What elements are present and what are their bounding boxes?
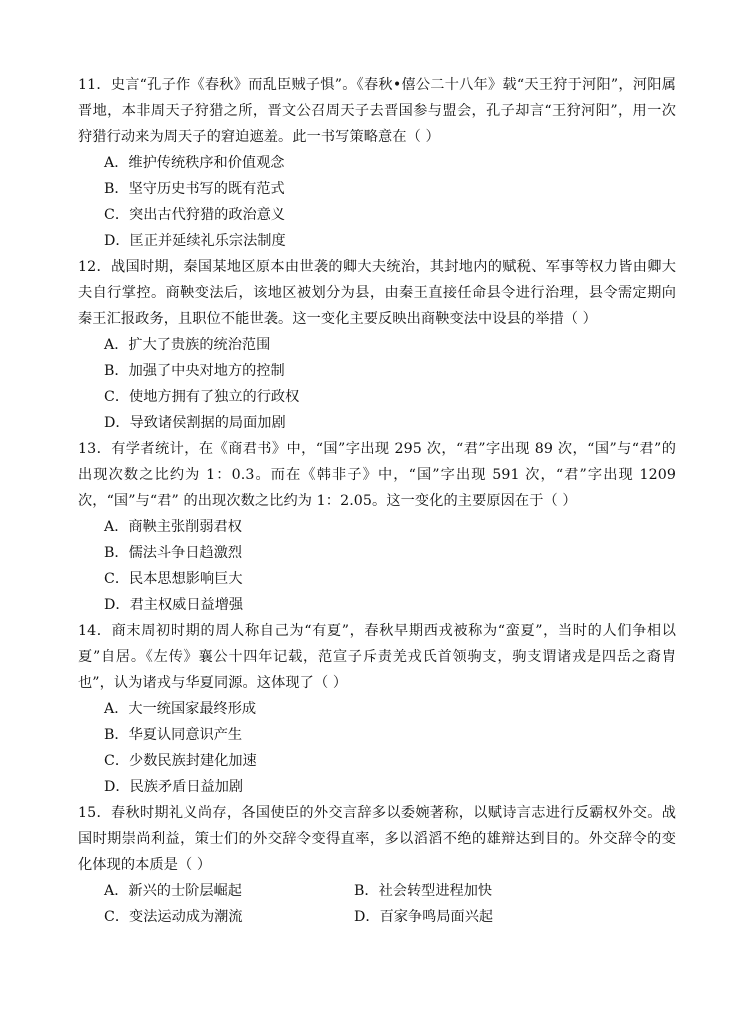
option-d: D．匡正并延续礼乐宗法制度 (104, 233, 286, 249)
question-stem: 12．战国时期，秦国某地区原本由世袭的卿大夫统治，其封地内的赋税、军事等权力皆由卿大夫自行掌控。商鞅变法后，该地区被划分为县，由秦王直接任命县令进行治理，县令需定期向秦王汇报政务，且职位不能世袭。这一变化主要反映出商鞅变法中设县的举措（ ） (78, 259, 676, 327)
option-c: C．变法运动成为潮流 (104, 909, 243, 925)
option-d: D．导致诸侯割据的局面加剧 (104, 415, 286, 431)
option-b: B．社会转型进程加快 (354, 883, 493, 899)
question-stem: 15．春秋时期礼义尚存，各国使臣的外交言辞多以委婉著称，以赋诗言志进行反霸权外交。战国时期崇尚利益，策士们的外交辞令变得直率，多以滔滔不绝的雄辩达到目的。外交辞令的变化体现的本质是（ ） (78, 805, 676, 873)
option-row-1 (78, 878, 676, 904)
option-d: D．君主权威日益增强 (104, 597, 244, 613)
question-15 (78, 800, 676, 930)
option-d: D．民族矛盾日益加剧 (104, 779, 244, 795)
option-c: C．突出古代狩猎的政治意义 (104, 207, 286, 223)
option-a: A．新兴的士阶层崛起 (104, 883, 242, 899)
option-c: C．使地方拥有了独立的行政权 (104, 389, 300, 405)
question-list (78, 72, 676, 930)
option-d: D．百家争鸣局面兴起 (354, 909, 494, 925)
question-12 (78, 254, 676, 436)
option-b: B．加强了中央对地方的控制 (104, 363, 285, 379)
option-row-2 (78, 904, 676, 930)
option-c: C．少数民族封建化加速 (104, 753, 257, 769)
option-a: A．维护传统秩序和价值观念 (104, 155, 285, 171)
question-stem: 14．商末周初时期的周人称自己为“有夏”，春秋早期西戎被称为“蛮夏”，当时的人们争相以夏”自居。《左传》襄公十四年记载，范宣子斥责羌戎氏首领驹支，驹支谓诸戎是四岳之裔胄也”，认为诸戎与华夏同源。这体现了（ ） (78, 623, 676, 691)
option-b: B．坚守历史书写的既有范式 (104, 181, 285, 197)
option-a: A．商鞅主张削弱君权 (104, 519, 242, 535)
option-a: A．大一统国家最终形成 (104, 701, 257, 717)
option-b: B．儒法斗争日趋激烈 (104, 545, 243, 561)
option-b: B．华夏认同意识产生 (104, 727, 243, 743)
option-c: C．民本思想影响巨大 (104, 571, 243, 587)
question-stem: 11．史言“孔子作《春秋》而乱臣贼子惧”。《春秋•僖公二十八年》载“天王狩于河阳”，河阳属晋地，本非周天子狩猎之所，晋文公召周天子去晋国参与盟会，孔子却言“王狩河阳”，用一次狩猎行动来为周天子的窘迫遮羞。此一书写策略意在（ ） (78, 77, 676, 145)
question-11 (78, 72, 676, 254)
option-a: A．扩大了贵族的统治范围 (104, 337, 271, 353)
question-13 (78, 436, 676, 618)
question-14 (78, 618, 676, 800)
question-stem: 13．有学者统计，在《商君书》中，“国”字出现 295 次，“君”字出现 89 次，“国”与“君”的出现次数之比约为 1：0.3。而在《韩非子》中，“国”字出现 591 次，“君”字出现 1209 次，“国”与“君” 的出现次数之比约为 1：2.05。这一变化的主要原因在于（ ） (78, 441, 676, 509)
